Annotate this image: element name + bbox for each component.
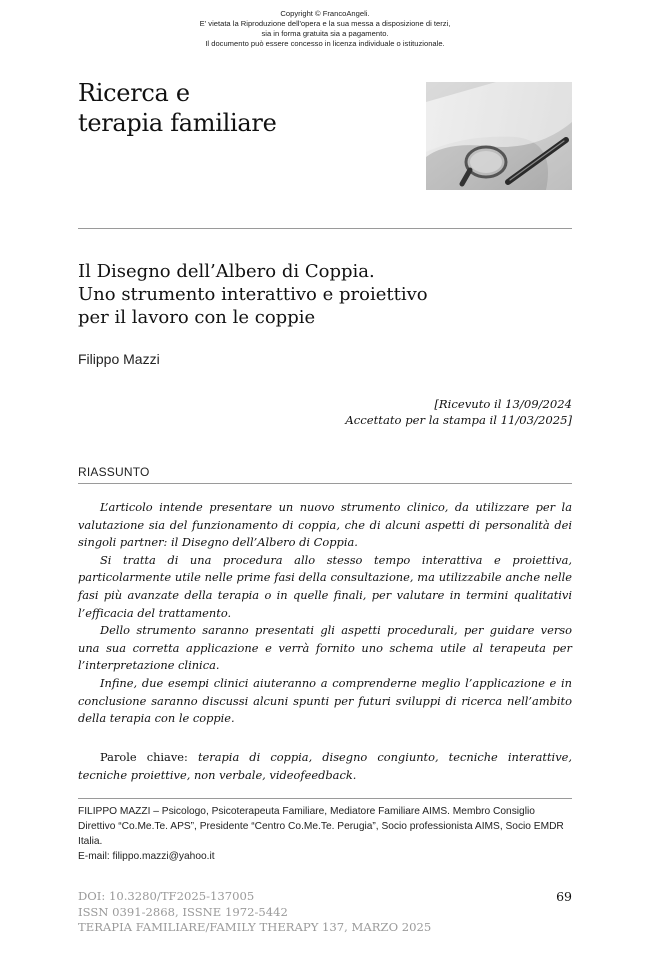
copyright-line: Il documento può essere concesso in licenza individuale o istituzionale.: [205, 39, 445, 48]
journal-title-line: terapia familiare: [78, 109, 277, 137]
copyright-line: Copyright © FrancoAngeli.: [280, 9, 370, 18]
accepted-date: Accettato per la stampa il 11/03/2025]: [345, 413, 572, 427]
author-email: E-mail: filippo.mazzi@yahoo.it: [78, 851, 215, 862]
abstract-paragraph: Dello strumento saranno presentati gli aspetti procedurali, per guidare verso una sua corretta applicazione e verrà fornito uno schema utile al terapeuta per l’interpretazione clinica.: [78, 623, 572, 673]
abstract-body: [78, 499, 572, 728]
abstract-divider: [78, 483, 572, 484]
footnote-divider: [78, 798, 572, 799]
copyright-notice: [0, 9, 650, 49]
abstract-paragraph: L’articolo intende presentare un nuovo strumento clinico, da utilizzare per la valutazione sia del funzionamento di coppia, che di alcuni aspetti di personalità dei singoli partner: il Disegno dell’Albero di Coppia.: [78, 500, 572, 550]
article-title-line: Il Disegno dell’Albero di Coppia.: [78, 261, 375, 282]
abstract-paragraph: Si tratta di una procedura allo stesso tempo interattiva e proiettiva, particolarmente utile nelle prime fasi della consultazione, ma utilizzabile anche nelle fasi più avanzate della terapia o in quelle finali, per valutare in termini qualitativi l’efficacia del trattamento.: [78, 552, 572, 620]
abstract-paragraph: Infine, due esempi clinici aiuteranno a comprenderne meglio l’applicazione e in conclusione saranno discussi alcuni spunti per futuri sviluppi di ricerca nell’ambito della terapia con le coppie.: [78, 675, 572, 726]
header-divider: [78, 228, 572, 229]
received-date: [Ricevuto il 13/09/2024: [434, 397, 572, 411]
author-footnote: [78, 804, 572, 864]
abstract-heading: RIASSUNTO: [78, 465, 150, 479]
article-title: [78, 260, 572, 329]
publication-metadata: [78, 889, 431, 936]
journal-title-line: Ricerca e: [78, 79, 190, 107]
keywords-list: terapia di coppia, disegno congiunto, tecniche interattive, tecniche proiettive, non verbale, videofeedback.: [78, 750, 572, 782]
keywords-label: Parole chiave:: [100, 750, 188, 764]
issn: ISSN 0391-2868, ISSNE 1972-5442: [78, 904, 288, 919]
author-bio: FILIPPO MAZZI – Psicologo, Psicoterapeuta Familiare, Mediatore Familiare AIMS. Membro Consiglio Direttivo “Co.Me.Te. APS”, Presidente “Centro Co.Me.Te. Perugia”, Socio professionista AIMS, Socio EMDR Italia.: [78, 806, 564, 847]
journal-title: [78, 78, 276, 138]
journal-issue: TERAPIA FAMILIARE/FAMILY THERAPY 137, MARZO 2025: [78, 920, 432, 934]
magnifier-and-pen-graphic: [426, 82, 572, 190]
article-title-line: Uno strumento interattivo e proiettivo: [78, 284, 428, 305]
copyright-line: sia in forma gratuita sia a pagamento.: [261, 29, 389, 38]
doi: DOI: 10.3280/TF2025-137005: [78, 889, 255, 903]
article-title-line: per il lavoro con le coppie: [78, 307, 316, 328]
submission-dates: [345, 396, 572, 428]
author-name: Filippo Mazzi: [78, 351, 160, 367]
keywords: [78, 749, 572, 784]
copyright-line: E' vietata la Riproduzione dell'opera e la sua messa a disposizione di terzi,: [199, 19, 451, 28]
page-number: 69: [556, 889, 572, 904]
